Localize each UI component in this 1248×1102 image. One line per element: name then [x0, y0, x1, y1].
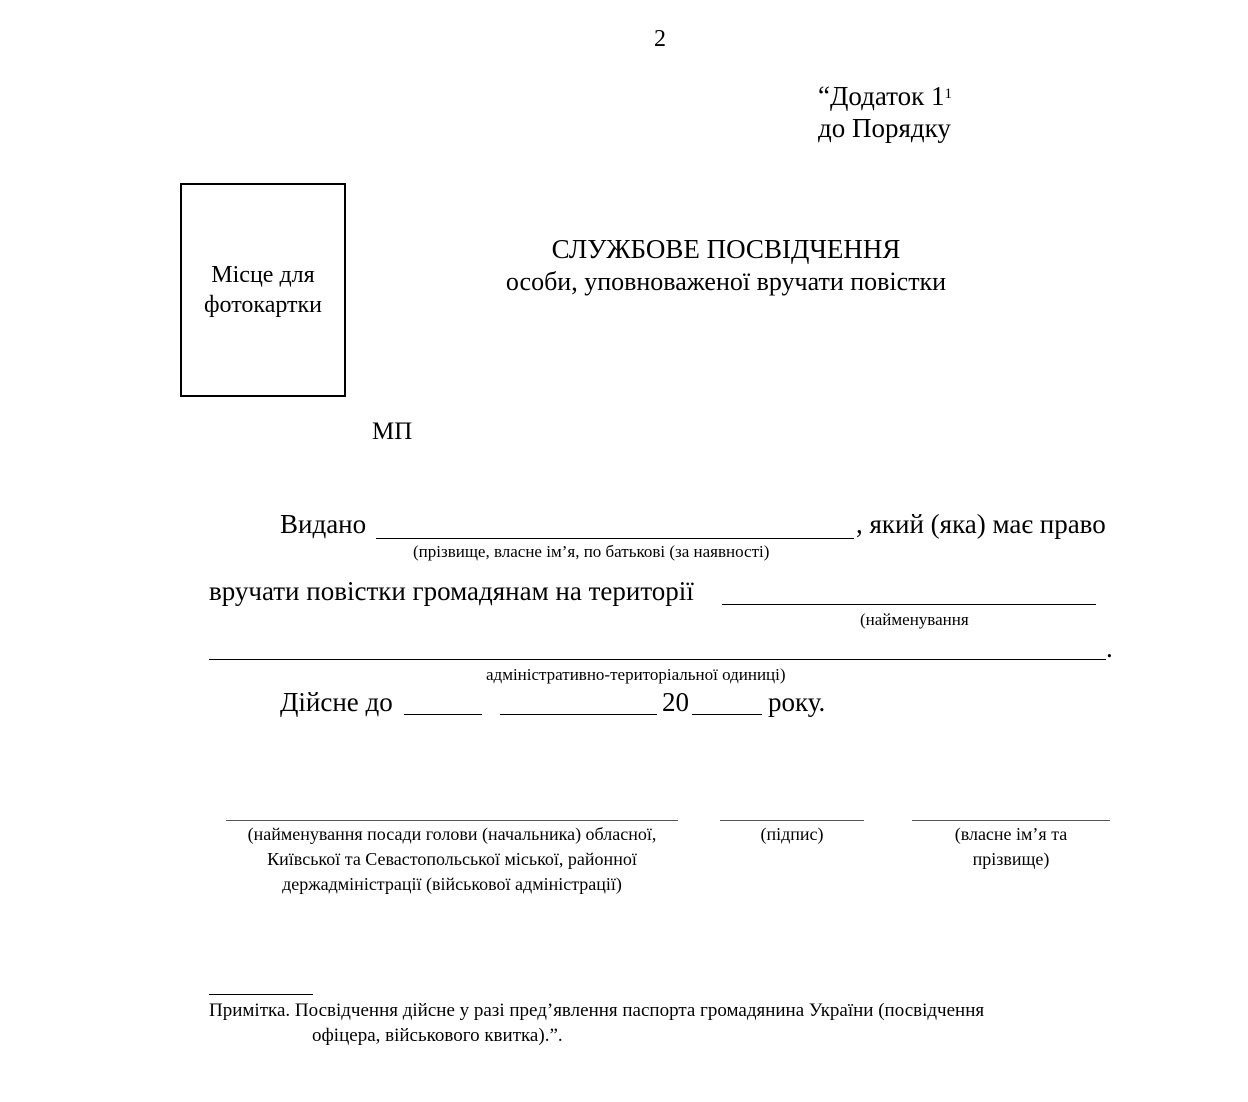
position-caption	[218, 822, 686, 897]
document-subtitle: особи, уповноваженої вручати повістки	[505, 267, 947, 296]
territory-caption-part-2: адміністративно-територіальної одиниці)	[486, 665, 786, 684]
annex-line-1: “Додаток 1	[818, 81, 945, 111]
document-title: СЛУЖБОВЕ ПОСВІДЧЕННЯ	[551, 234, 901, 264]
issued-name-field[interactable]	[376, 538, 854, 539]
valid-day-field[interactable]	[404, 714, 482, 715]
photo-label-line-2: фотокартки	[203, 292, 323, 318]
seal-mark: МП	[372, 418, 413, 445]
annex-reference	[818, 80, 952, 144]
document-title-block	[426, 232, 1026, 298]
position-caption-line-1: (найменування посади голови (начальника) обласної,	[247, 824, 657, 844]
name-caption	[912, 822, 1110, 872]
issued-caption: (прізвище, власне ім’я, по батькові (за наявності)	[413, 542, 770, 561]
territory-text: вручати повістки громадянам на території	[209, 576, 694, 606]
footnote-separator	[209, 994, 313, 995]
name-caption-line-1: (власне ім’я та	[954, 824, 1068, 844]
photo-label-line-1: Місце для	[211, 262, 315, 288]
footnote-line-2: офіцера, військового квитка).”.	[312, 1025, 563, 1046]
territory-unit-field[interactable]	[209, 659, 1106, 660]
photo-placeholder	[180, 183, 346, 397]
page-number: 2	[654, 26, 666, 52]
territory-end-dot: .	[1106, 633, 1113, 663]
signature-line[interactable]	[720, 820, 864, 821]
name-signature-line[interactable]	[912, 820, 1110, 821]
footnote-line-1: Примітка. Посвідчення дійсне у разі пред’явлення паспорта громадянина України (посвідчення	[209, 1000, 985, 1021]
territory-name-field[interactable]	[722, 604, 1096, 605]
valid-year-prefix: 20	[662, 687, 689, 717]
position-caption-line-3: держадміністрації (військової адміністрації)	[282, 874, 622, 894]
annex-line-2: до Порядку	[818, 113, 951, 143]
issued-label: Видано	[280, 509, 367, 539]
valid-year-suffix: року.	[768, 687, 826, 717]
valid-month-field[interactable]	[500, 714, 657, 715]
territory-caption-part-1: (найменування	[860, 610, 969, 629]
position-caption-line-2: Київської та Севастопольської міської, районної	[267, 849, 637, 869]
valid-label: Дійсне до	[280, 687, 393, 717]
valid-year-field[interactable]	[692, 714, 762, 715]
issued-suffix: , який (яка) має право	[856, 509, 1106, 539]
position-signature-line[interactable]	[226, 820, 678, 821]
annex-superscript: 1	[944, 86, 952, 102]
signature-caption: (підпис)	[760, 824, 824, 844]
name-caption-line-2: прізвище)	[972, 849, 1050, 869]
